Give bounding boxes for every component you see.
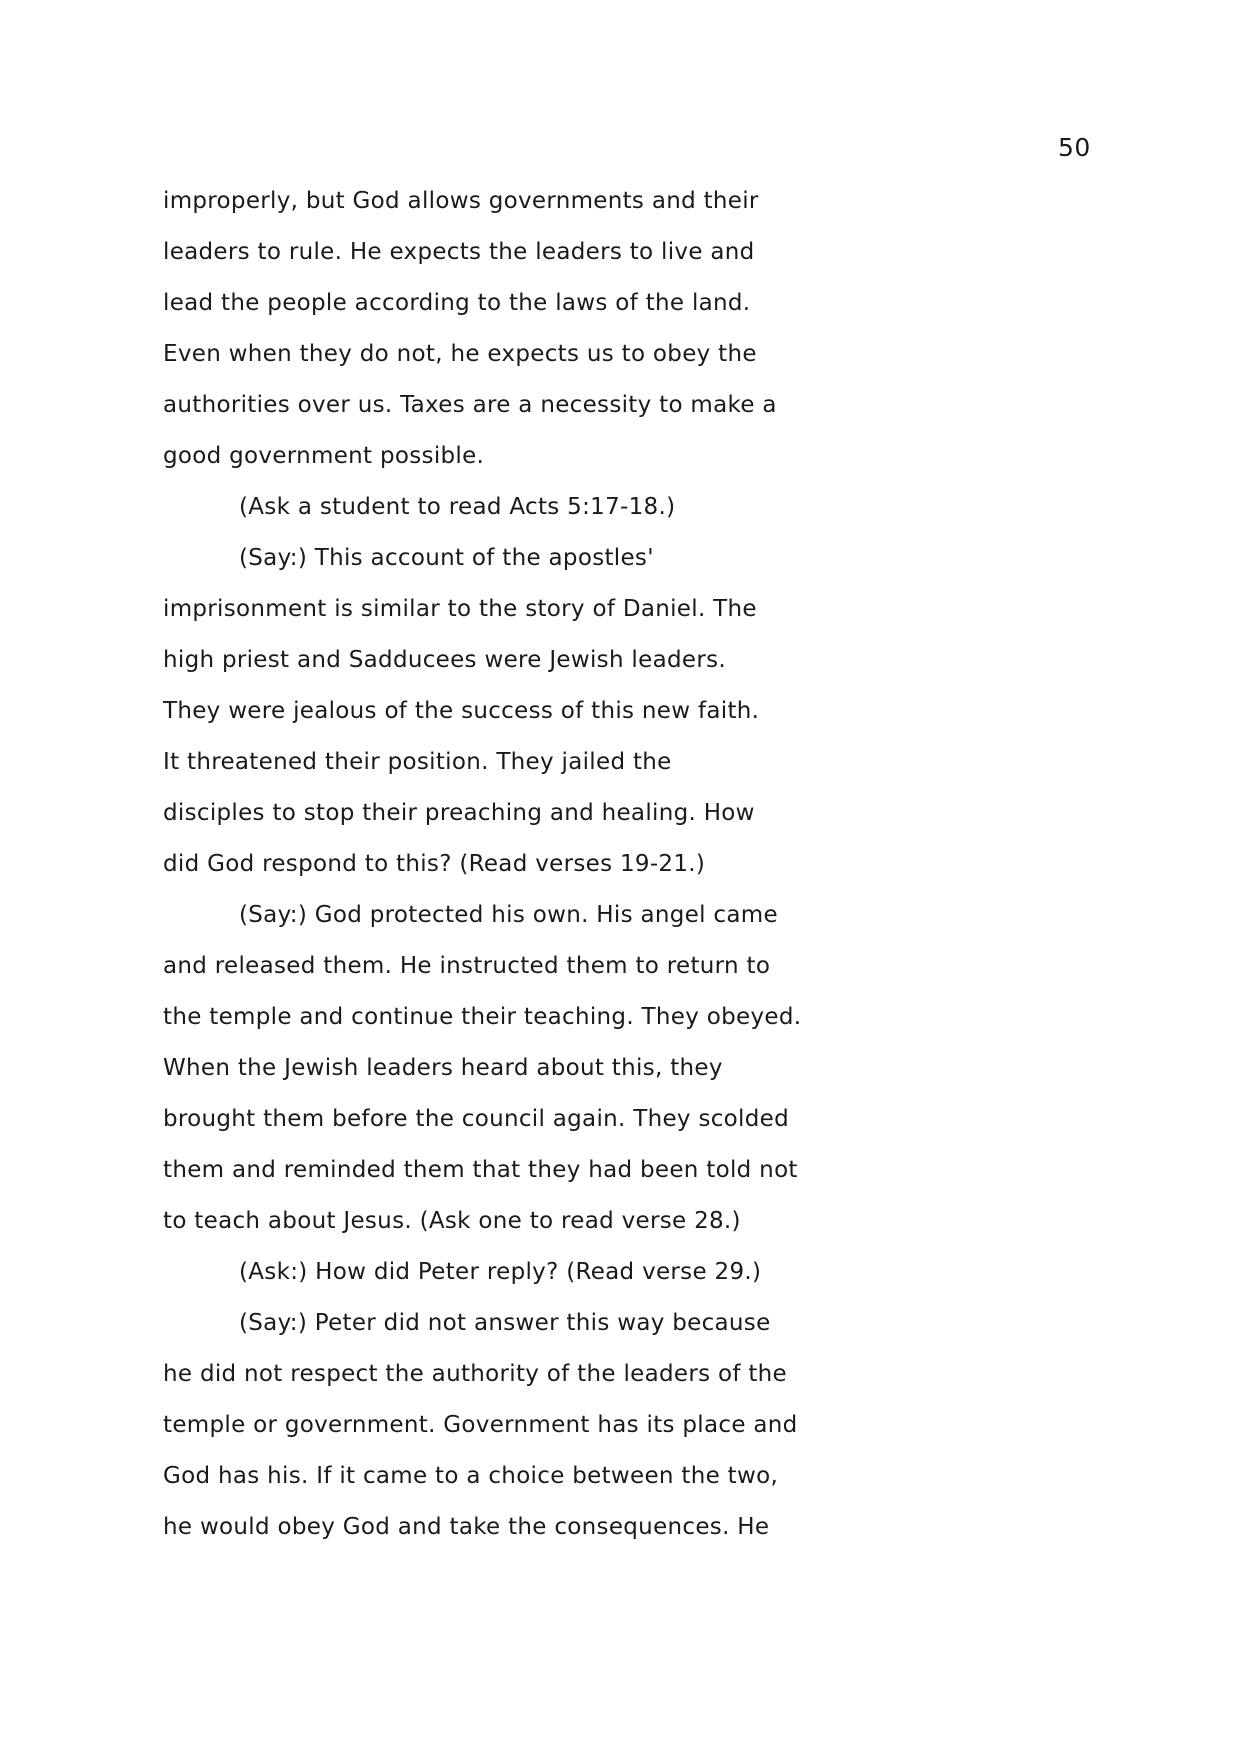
page-number: 50 [1058,133,1091,162]
text-line: They were jealous of the success of this new faith. [163,698,760,724]
text-line: lead the people according to the laws of the land. [163,290,751,316]
text-line: he did not respect the authority of the leaders of the [163,1361,788,1387]
body-text [163,176,803,1553]
text-line: brought them before the council again. They scolded [163,1106,789,1132]
text-line: It threatened their position. They jailed the [163,749,672,775]
text-line: to teach about Jesus. (Ask one to read verse 28.) [163,1208,741,1234]
text-line: leaders to rule. He expects the leaders to live and [163,239,755,265]
text-line: Even when they do not, he expects us to obey the [163,341,757,367]
text-line: and released them. He instructed them to return to [163,953,771,979]
text-line: the temple and continue their teaching. They obeyed. [163,1004,802,1030]
text-line: good government possible. [163,443,485,469]
text-line: God has his. If it came to a choice between the two, [163,1463,779,1489]
text-line: disciples to stop their preaching and healing. How [163,800,755,826]
text-line: temple or government. Government has its place and [163,1412,798,1438]
text-line: improperly, but God allows governments and their [163,188,759,214]
text-line: high priest and Sadducees were Jewish leaders. [163,647,726,673]
text-line: (Say:) God protected his own. His angel came [239,902,778,928]
text-line: (Ask a student to read Acts 5:17-18.) [239,494,676,520]
text-line: authorities over us. Taxes are a necessity to make a [163,392,777,418]
text-line: (Say:) This account of the apostles' [239,545,654,571]
text-line: (Say:) Peter did not answer this way because [239,1310,771,1336]
text-line: them and reminded them that they had been told not [163,1157,798,1183]
text-line: When the Jewish leaders heard about this, they [163,1055,723,1081]
text-line: did God respond to this? (Read verses 19-21.) [163,851,706,877]
text-line: he would obey God and take the consequences. He [163,1514,770,1540]
text-line: (Ask:) How did Peter reply? (Read verse 29.) [239,1259,762,1285]
text-line: imprisonment is similar to the story of Daniel. The [163,596,757,622]
